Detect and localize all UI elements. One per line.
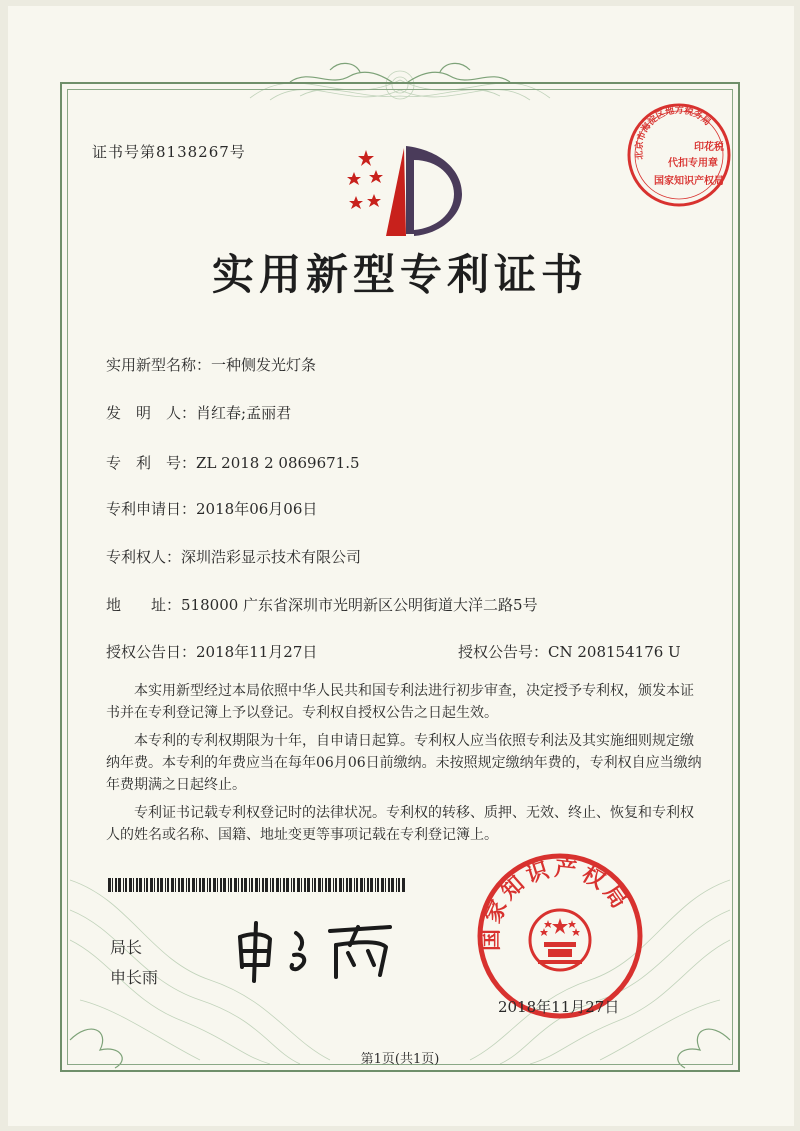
barcode-bar: [391, 878, 394, 892]
barcode-bar: [202, 878, 205, 892]
barcode-bar: [165, 878, 166, 892]
barcode-bar: [402, 878, 405, 892]
barcode-bar: [255, 878, 258, 892]
barcode-bar: [370, 878, 373, 892]
field-row-address: [106, 594, 538, 615]
field-row-filing-date: [106, 498, 317, 519]
field-row-patent-number: [106, 452, 360, 473]
barcode-bar: [186, 878, 187, 892]
barcode-bar: [167, 878, 169, 892]
certificate-body-text: [106, 680, 702, 852]
barcode-bar: [220, 878, 222, 892]
barcode-bar: [388, 878, 390, 892]
barcode-bar: [139, 878, 142, 892]
barcode-bar: [354, 878, 355, 892]
barcode-bar: [123, 878, 124, 892]
name-label: 实用新型名称：: [106, 356, 212, 374]
paragraph-term-statement: 本专利的专利权期限为十年，自申请日起算。专利权人应当依照专利法及其实施细则规定缴纳年费。本专利的年费应当在每年06月06日前缴纳。未按照规定缴纳年费的，专利权自应当缴纳年费期满之日起终止。: [106, 733, 702, 793]
barcode-bar: [293, 878, 295, 892]
svg-text:印花税: 印花税: [694, 142, 724, 153]
barcode-bar: [150, 878, 153, 892]
barcode-bar: [223, 878, 226, 892]
filing-date-label: 专利申请日：: [106, 500, 197, 518]
barcode-bar: [175, 878, 176, 892]
svg-text:北京市海淀区地方税务局: 北京市海淀区地方税务局: [634, 105, 712, 161]
barcode-bar: [234, 878, 237, 892]
barcode-bar: [343, 878, 344, 892]
barcode-bar: [196, 878, 197, 892]
seal-date: 2018年11月27日: [498, 998, 620, 1016]
barcode-bar: [213, 878, 216, 892]
barcode-bar: [272, 878, 274, 892]
barcode-bar: [125, 878, 127, 892]
barcode-bar: [171, 878, 174, 892]
inventor-label: 发 明 人：: [106, 404, 197, 422]
name-value: 一种侧发光灯条: [211, 356, 317, 374]
patent-office-logo: [336, 140, 466, 240]
barcode-bar: [381, 878, 384, 892]
barcode-bar: [118, 878, 121, 892]
barcode-bar: [325, 878, 327, 892]
barcode-bar: [396, 878, 397, 892]
grant-date-value: 2018年11月27日: [196, 643, 318, 661]
patent-number-value: ZL 2018 2 0869671.5: [196, 454, 360, 472]
barcode-bar: [307, 878, 310, 892]
grant-number-value: CN 208154176 U: [548, 643, 681, 661]
barcode-bar: [144, 878, 145, 892]
barcode-bar: [375, 878, 376, 892]
paragraph-grant-statement: 本实用新型经过本局依照中华人民共和国专利法进行初步审查，决定授予专利权，颁发本证书并在专利登记簿上予以登记。专利权自授权公告之日起生效。: [106, 683, 694, 721]
barcode-bar: [304, 878, 306, 892]
barcode-bar: [241, 878, 243, 892]
barcode-bar: [276, 878, 279, 892]
barcode-bar: [160, 878, 163, 892]
barcode-bar: [154, 878, 155, 892]
barcode-bar: [346, 878, 348, 892]
field-row-grant-date: [106, 641, 317, 662]
barcode: [108, 878, 406, 892]
barcode-bar: [367, 878, 369, 892]
svg-text:代扣专用章: 代扣专用章: [668, 158, 718, 169]
barcode-bar: [333, 878, 334, 892]
barcode-bar: [244, 878, 247, 892]
barcode-bar: [322, 878, 323, 892]
barcode-bar: [349, 878, 352, 892]
barcode-bar: [262, 878, 264, 892]
grant-date-label: 授权公告日：: [106, 643, 197, 661]
barcode-bar: [356, 878, 358, 892]
filing-date-value: 2018年06月06日: [196, 500, 318, 518]
seal-text: 国家知识产权局: [478, 856, 634, 952]
barcode-bar: [360, 878, 363, 892]
barcode-bar: [398, 878, 400, 892]
barcode-bar: [136, 878, 138, 892]
barcode-bar: [297, 878, 300, 892]
barcode-bar: [259, 878, 260, 892]
barcode-bar: [181, 878, 184, 892]
certificate-title: 实用新型专利证书: [211, 250, 588, 299]
barcode-bar: [328, 878, 331, 892]
barcode-bar: [286, 878, 289, 892]
paragraph-legal-status: 专利证书记载专利权登记时的法律状况。专利权的转移、质押、无效、终止、恢复和专利权人的姓名或名称、国籍、地址变更等事项记载在专利登记簿上。: [106, 805, 694, 843]
barcode-bar: [230, 878, 232, 892]
barcode-bar: [280, 878, 281, 892]
field-row-inventor: [106, 402, 291, 423]
barcode-bar: [339, 878, 342, 892]
tax-stamp-seal: [624, 100, 734, 210]
barcode-bar: [129, 878, 132, 892]
barcode-bar: [115, 878, 117, 892]
barcode-bar: [270, 878, 271, 892]
patent-number-label: 专 利 号：: [106, 454, 197, 472]
barcode-bar: [251, 878, 253, 892]
barcode-bar: [283, 878, 285, 892]
barcode-bar: [318, 878, 321, 892]
barcode-bar: [112, 878, 113, 892]
field-row-grant-number: [458, 641, 681, 662]
director-name: 申长雨: [110, 968, 159, 987]
address-value: 518000 广东省深圳市光明新区公明街道大洋二路5号: [181, 596, 538, 614]
barcode-bar: [209, 878, 211, 892]
barcode-bar: [291, 878, 292, 892]
barcode-bar: [178, 878, 180, 892]
barcode-bar: [314, 878, 316, 892]
barcode-bar: [238, 878, 239, 892]
barcode-bar: [157, 878, 159, 892]
barcode-bar: [312, 878, 313, 892]
director-signature: [230, 915, 400, 985]
barcode-bar: [364, 878, 365, 892]
certificate-number: 证书号第8138267号: [92, 143, 246, 161]
barcode-bar: [133, 878, 134, 892]
barcode-bar: [385, 878, 386, 892]
page-footer: 第1页(共1页): [360, 1052, 440, 1067]
patentee-value: 深圳浩彩显示技术有限公司: [181, 548, 362, 566]
field-row-name: [106, 354, 316, 375]
barcode-bar: [301, 878, 302, 892]
inventor-value: 肖红春;孟丽君: [196, 404, 292, 422]
barcode-bar: [199, 878, 201, 892]
svg-text:国家知识产权局: [479, 855, 634, 951]
patentee-label: 专利权人：: [106, 548, 182, 566]
barcode-bar: [335, 878, 337, 892]
barcode-bar: [207, 878, 208, 892]
barcode-bar: [192, 878, 195, 892]
barcode-bar: [249, 878, 250, 892]
barcode-bar: [377, 878, 379, 892]
barcode-bar: [228, 878, 229, 892]
barcode-bar: [265, 878, 268, 892]
barcode-bar: [146, 878, 148, 892]
svg-text:国家知识产权局: 国家知识产权局: [654, 176, 724, 187]
barcode-bar: [217, 878, 218, 892]
barcode-bar: [108, 878, 111, 892]
address-label: 地 址：: [106, 596, 182, 614]
director-title: 局长: [110, 938, 143, 957]
field-row-patentee: [106, 546, 361, 567]
grant-number-label: 授权公告号：: [458, 643, 549, 661]
barcode-bar: [188, 878, 190, 892]
